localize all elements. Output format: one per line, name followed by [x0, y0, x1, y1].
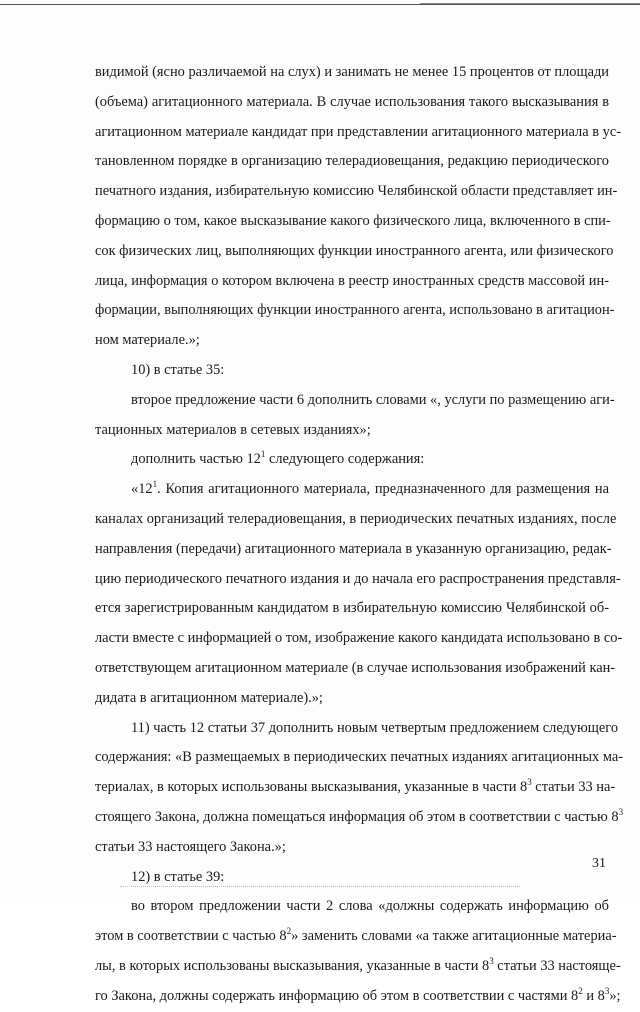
text-line: ответствующем агитационном материале (в случае использования изображений кан- — [95, 659, 616, 676]
text-line: 10) в статье 35: — [131, 361, 225, 378]
text-fragment: статьи 33 на- — [531, 779, 616, 796]
text-line: статьи 33 настоящего Закона.»; — [95, 838, 286, 855]
text-fragment: и 8 — [582, 987, 605, 1004]
text-line — [95, 982, 621, 1012]
text-line: направления (передачи) агитационного материала в указанную организацию, редак- — [95, 540, 612, 557]
text-line — [95, 773, 616, 803]
text-line: печатного издания, избирательную комиссию Челябинской области представляет ин- — [95, 183, 618, 200]
text-fragment: дополнить частью 12 — [131, 451, 261, 468]
superscript: 1 — [260, 449, 266, 460]
text-fragment: го Закона, должны содержать информацию об этом в соответствии с частями 8 — [95, 987, 579, 1004]
text-fragment: этом в соответствии с частью 8 — [95, 928, 287, 945]
text-fragment: статьи 33 настояще- — [493, 957, 621, 974]
superscript: 3 — [527, 777, 532, 788]
text-line — [95, 952, 621, 982]
text-line — [95, 475, 609, 505]
text-line: дидата в агитационном материале).»; — [95, 689, 323, 706]
text-line: во втором предложении части 2 слова «должны содержать информацию об — [131, 898, 609, 915]
text-line — [95, 922, 617, 952]
text-line: ласти вместе с информацией о том, изображение какого кандидата использовано в со- — [95, 630, 623, 647]
text-line: цию периодического печатного издания и до начала его распространения представля- — [95, 570, 621, 587]
text-line: тановленном порядке в организацию телерадиовещания, редакцию периодического — [95, 153, 609, 170]
text-line: лица, информация о котором включена в реестр иностранных средств массовой ин- — [95, 272, 609, 289]
text-line: (объема) агитационного материала. В случае использования такого высказывания в — [95, 93, 609, 110]
text-line: ном материале.»; — [95, 332, 200, 349]
text-fragment: стоящего Закона, должна помещаться информация об этом в соответствии с частью 8 — [95, 808, 619, 825]
scan-bottom-artifact — [120, 886, 520, 888]
text-fragment: следующего содержания: — [265, 451, 425, 468]
text-line: 11) часть 12 статьи 37 дополнить новым четвертым предложением следующего — [131, 719, 619, 736]
text-line: формации, выполняющих функции иностранного агента, использовано в агитацион- — [95, 302, 615, 319]
superscript: 3 — [618, 806, 624, 817]
text-line: видимой (ясно различаемой на слух) и занимать не менее 15 процентов от площади — [95, 64, 609, 80]
text-line: каналах организаций телерадиовещания, в периодических печатных изданиях, после — [95, 510, 617, 527]
text-line: ется зарегистрированным кандидатом в избирательную комиссию Челябинской об- — [95, 600, 609, 617]
scan-top-border — [0, 4, 640, 5]
text-line: формацию о том, какое высказывание какого физического лица, включенного в спи- — [95, 212, 611, 229]
text-line — [95, 803, 624, 833]
superscript: 3 — [489, 955, 494, 966]
text-fragment: . Копия агитационного материала, предназначенного для размещения на — [157, 481, 609, 498]
scan-top-border-secondary — [420, 3, 640, 4]
text-fragment: лы, в которых использованы высказывания, указанные в части 8 — [95, 957, 490, 974]
text-line: второе предложение части 6 дополнить словами «, услуги по размещению аги- — [131, 391, 615, 408]
text-line: содержания: «В размещаемых в периодических печатных изданиях агитационных ма- — [95, 749, 624, 766]
superscript: 2 — [286, 926, 292, 937]
text-line — [95, 445, 609, 475]
text-fragment: «12 — [131, 481, 153, 498]
text-line: тационных материалов в сетевых изданиях»; — [95, 421, 371, 438]
page-number: 31 — [592, 856, 606, 871]
text-fragment: »; — [609, 987, 621, 1004]
superscript: 2 — [578, 985, 583, 996]
superscript: 1 — [152, 479, 158, 490]
document-body — [95, 58, 624, 1012]
text-line: 12) в статье 39: — [131, 868, 225, 885]
superscript: 3 — [604, 985, 610, 996]
text-line: агитационном материале кандидат при представлении агитационного материала в ус- — [95, 123, 621, 140]
text-fragment: териалах, в которых использованы высказывания, указанные в части 8 — [95, 779, 528, 796]
text-fragment: » заменить словами «а также агитационные материа- — [291, 928, 617, 945]
text-line: сок физических лиц, выполняющих функции иностранного агента, или физического — [95, 242, 614, 259]
